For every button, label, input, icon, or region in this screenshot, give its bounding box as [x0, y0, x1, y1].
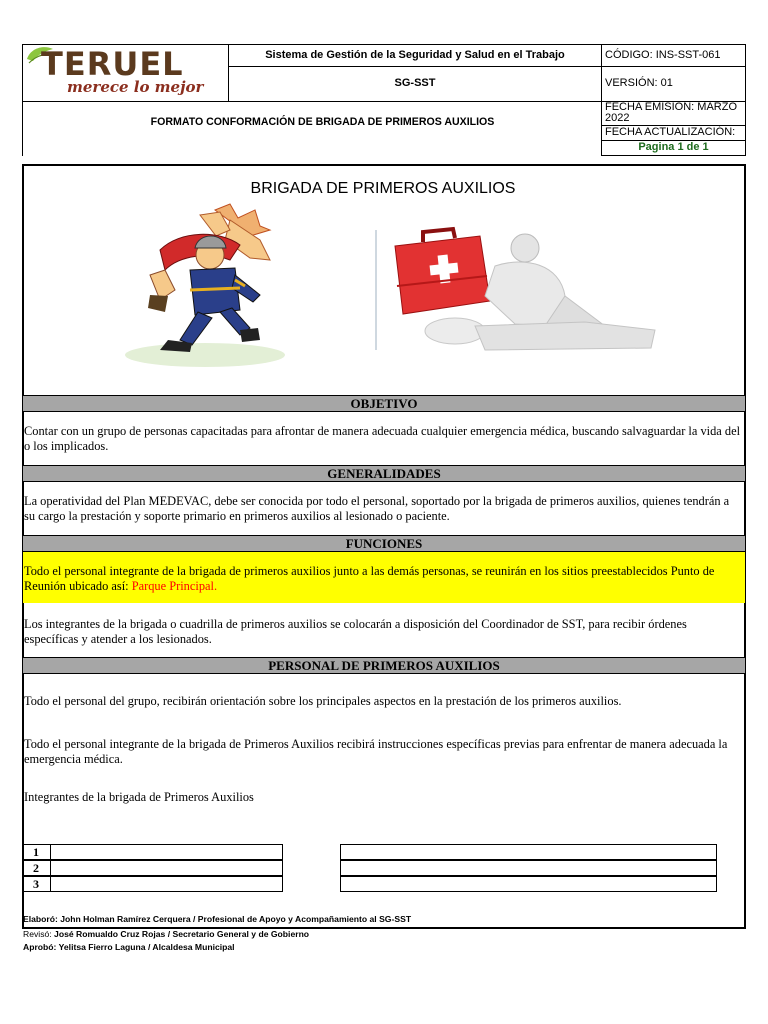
- section-objetivo-title: OBJETIVO: [23, 395, 745, 412]
- footer-aprobo: Aprobó: Yelitsa Fierro Laguna / Alcaldesa Municipal: [23, 942, 235, 952]
- emission-date-line1: FECHA EMISION: MARZO: [605, 101, 738, 113]
- system-title: Sistema de Gestión de la Seguridad y Salud en el Trabajo: [228, 44, 602, 67]
- member-role-field[interactable]: [340, 844, 717, 860]
- table-row-number: 1: [23, 844, 51, 860]
- logo-cell: [22, 44, 228, 102]
- generalidades-text: La operatividad del Plan MEDEVAC, debe ser conocida por todo el personal, soportado por la brigada de primeros auxilios, quienes tendrán a su cargo la prestación y soporte primario en primeros auxilios al lesionado o paciente.: [24, 494, 730, 523]
- section-personal-title: PERSONAL DE PRIMEROS AUXILIOS: [23, 657, 745, 674]
- emission-date-line2: 2022: [605, 112, 630, 124]
- member-role-field[interactable]: [340, 860, 717, 876]
- version-field: VERSIÓN: 01: [601, 66, 746, 102]
- meeting-point-text: Parque Principal.: [131, 578, 218, 593]
- rescuer-cartoon-image: [120, 200, 295, 370]
- personal-text-1: Todo el personal del grupo, recibirán orientación sobre los principales aspectos en la prestación de los primeros auxilios.: [24, 694, 622, 708]
- table-row-number: 3: [23, 876, 51, 892]
- footer-reviso-text: José Romualdo Cruz Rojas / Secretario General y de Gobierno: [51, 929, 310, 939]
- personal-text-2: Todo el personal integrante de la brigada de Primeros Auxilios recibirá instrucciones específicas previas para enfrentar de manera adecuada la emergencia médica.: [24, 737, 728, 766]
- member-role-field[interactable]: [340, 876, 717, 892]
- funciones-highlight-text: [24, 564, 742, 593]
- personal-text-3: Integrantes de la brigada de Primeros Auxilios: [24, 790, 254, 804]
- main-title: BRIGADA DE PRIMEROS AUXILIOS: [250, 180, 516, 197]
- section-funciones-title: FUNCIONES: [23, 535, 745, 552]
- document-header: [22, 44, 746, 156]
- update-date-field: FECHA ACTUALIZACIÓN:: [601, 125, 746, 141]
- funciones-text: Los integrantes de la brigada o cuadrilla de primeros auxilios se colocarán a disposición del Coordinador de SST, para recibir órdenes específicas y atender a los lesionados.: [24, 617, 687, 646]
- section-generalidades-title: GENERALIDADES: [23, 465, 745, 482]
- footer-reviso-label: Revisó:: [23, 929, 52, 939]
- code-field: CÓDIGO: INS-SST-061: [601, 44, 746, 67]
- funciones-highlight-main: Todo el personal integrante de la brigada de primeros auxilios junto a las demás personas, se reunirán en los sitios preestablecidos Punto de Reunión ubicado así:: [24, 564, 715, 593]
- system-short: SG-SST: [228, 66, 602, 102]
- table-row-number: 2: [23, 860, 51, 876]
- first-aid-cpr-image: [375, 226, 660, 352]
- footer-elaboro: Elaboró: John Holman Ramírez Cerquera / Profesional de Apoyo y Acompañamiento al SG-SST: [23, 914, 412, 924]
- member-name-field[interactable]: [50, 860, 283, 876]
- page-number: Pagina 1 de 1: [601, 140, 746, 156]
- logo-slogan: merece lo mejor: [67, 78, 204, 96]
- objetivo-text: Contar con un grupo de personas capacitadas para afrontar de manera adecuada cualquier emergencia médica, buscando salvaguardar la vida del o los implicados.: [24, 424, 741, 453]
- footer-reviso: [23, 929, 309, 939]
- logo-text: TERUEL: [41, 45, 184, 83]
- form-title: FORMATO CONFORMACIÓN DE BRIGADA DE PRIMEROS AUXILIOS: [22, 101, 602, 156]
- emission-date-field: [601, 101, 746, 126]
- member-name-field[interactable]: [50, 844, 283, 860]
- member-name-field[interactable]: [50, 876, 283, 892]
